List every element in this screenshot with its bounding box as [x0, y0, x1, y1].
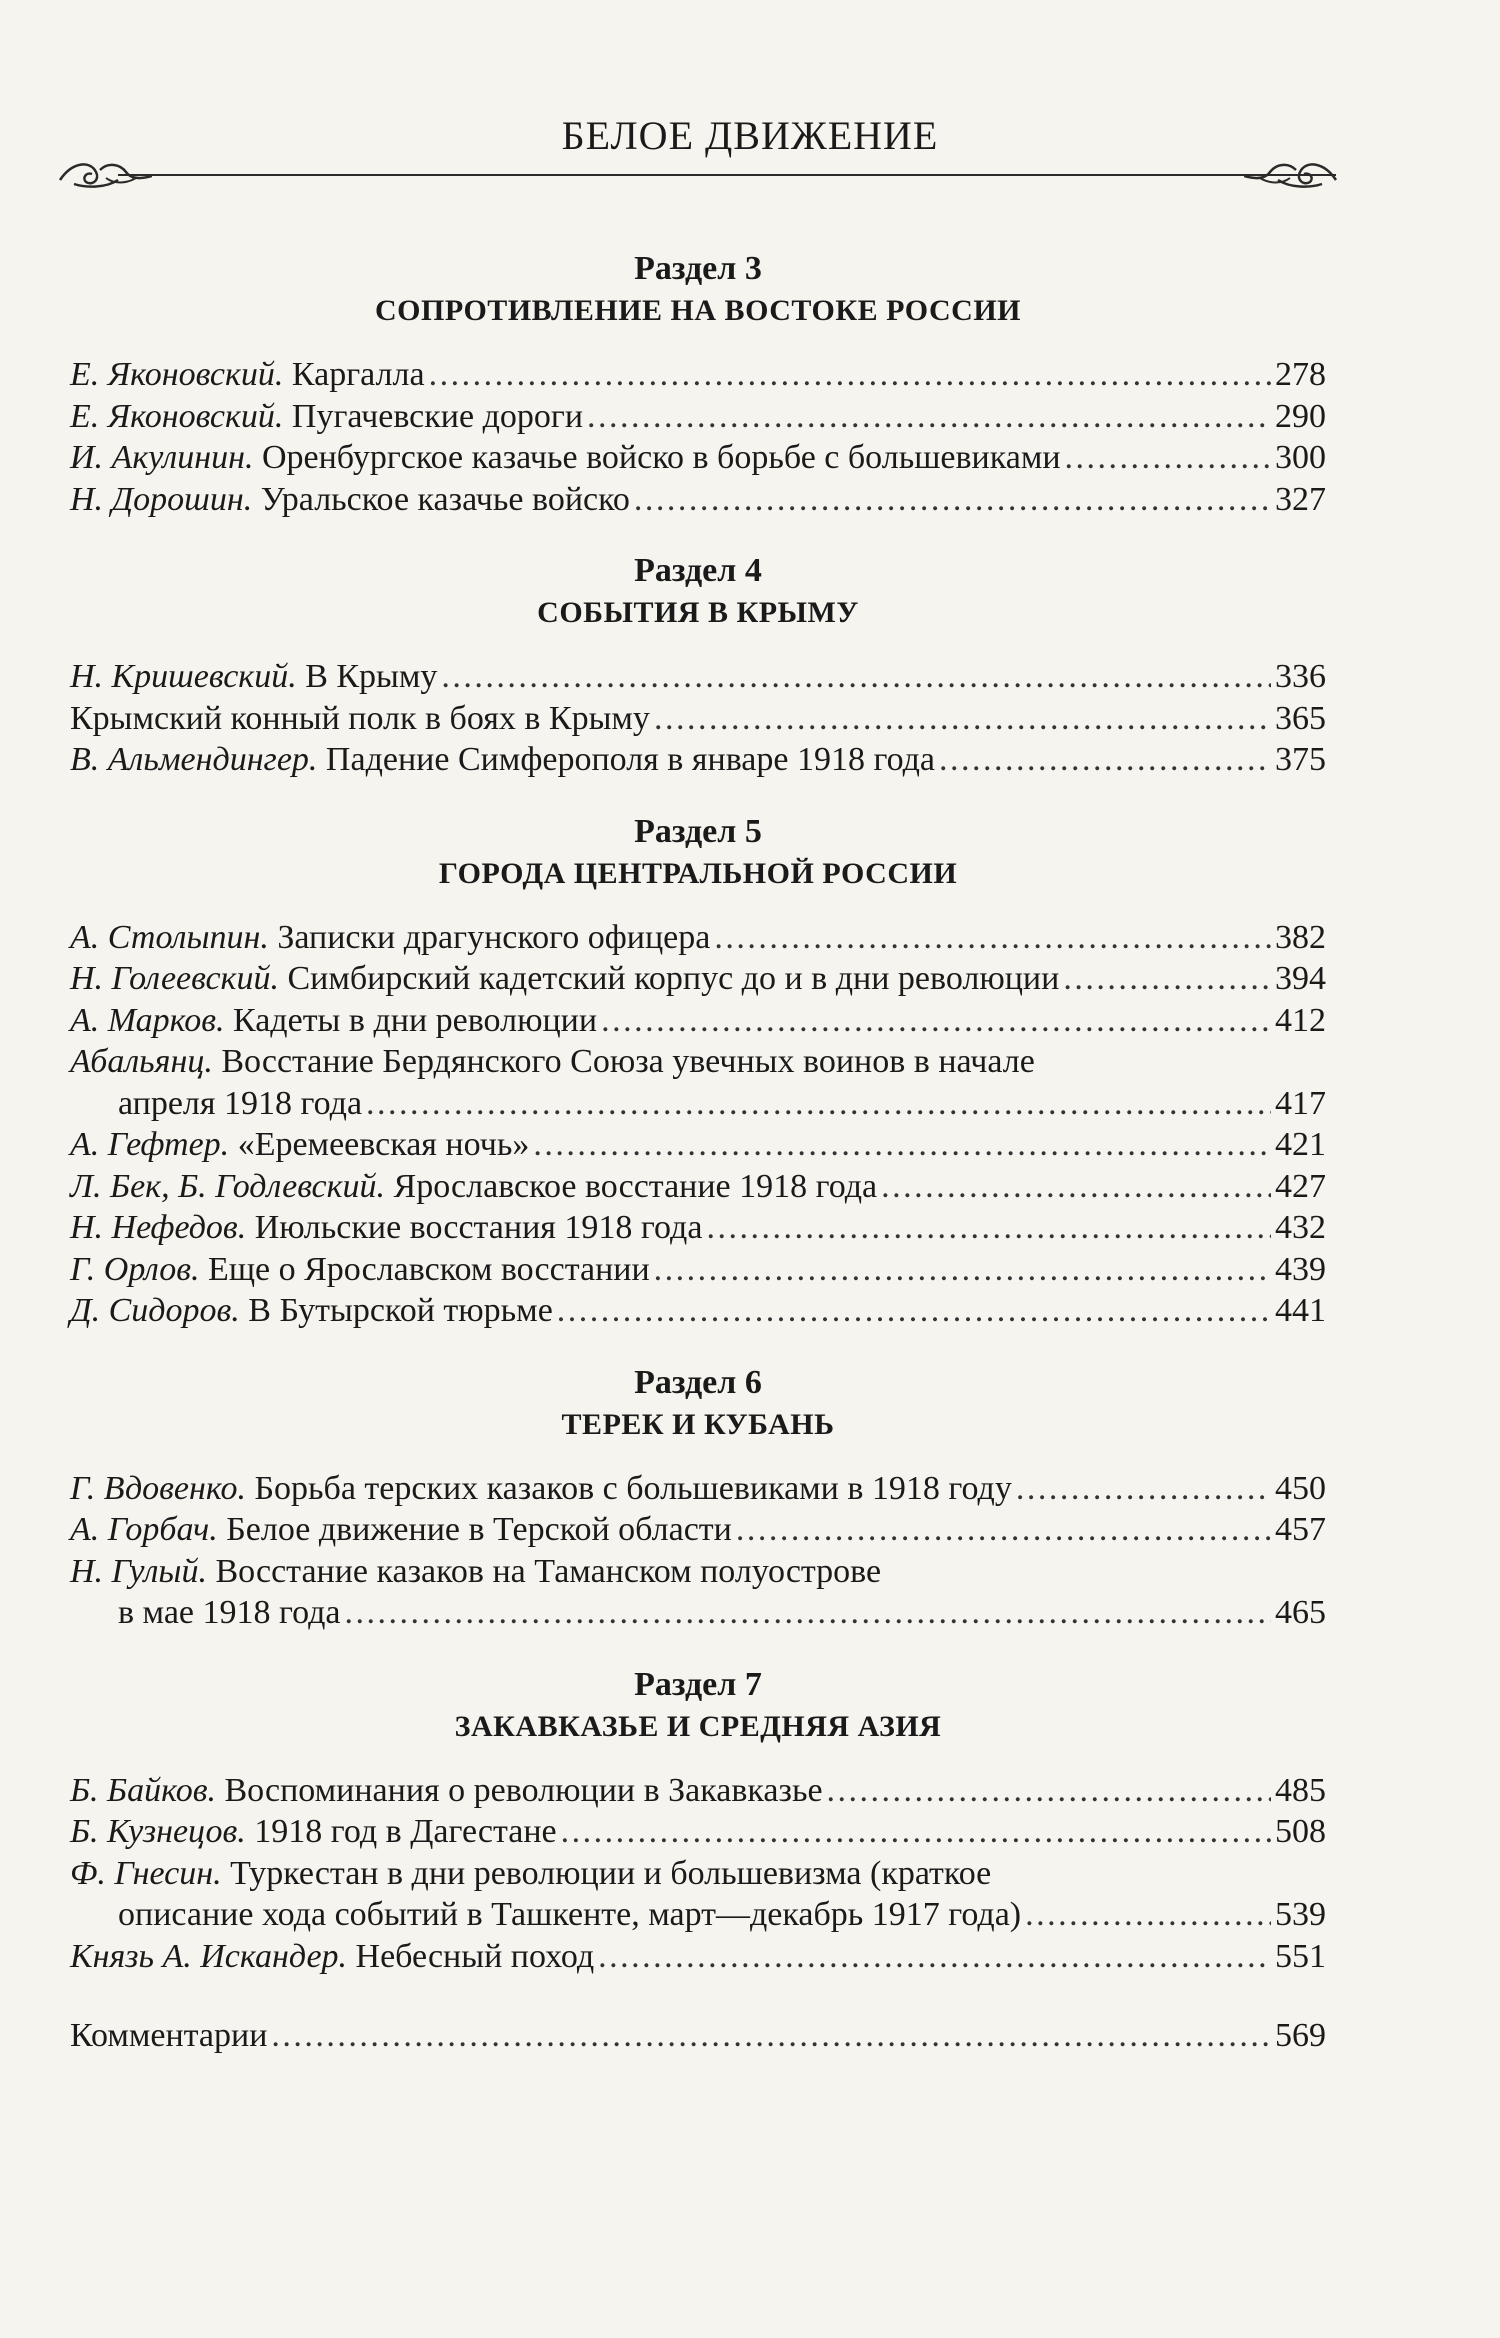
entry-title: Пугачевские дороги	[291, 397, 584, 435]
entry-author: Г. Вдовенко.	[70, 1469, 246, 1507]
entry-author: Г. Орлов.	[70, 1250, 200, 1288]
entry-author: Ф. Гнесин.	[70, 1854, 222, 1892]
entry-page: 394	[1275, 960, 1326, 997]
entry-title: Борьба терских казаков с большевиками в 1918 году	[254, 1469, 1012, 1507]
entry-title: Небесный поход	[355, 1937, 595, 1975]
entry-page: 508	[1275, 1813, 1326, 1850]
entry-author: Б. Байков.	[70, 1771, 216, 1809]
dot-leader	[1063, 958, 1271, 1000]
entry-page: 450	[1275, 1469, 1326, 1507]
entry-title: Белое движение в Терской области	[226, 1511, 732, 1548]
dot-leader	[1016, 1468, 1271, 1510]
entry-author: Н. Кришевский.	[70, 658, 297, 695]
entry-page: 441	[1275, 1292, 1326, 1329]
toc-entry[interactable]	[70, 1249, 1326, 1291]
section-number: Раздел 6	[634, 1363, 762, 1401]
toc-entry[interactable]	[70, 1770, 1326, 1812]
toc-entry-first-line[interactable]	[70, 1041, 1326, 1083]
entry-page: 327	[1275, 480, 1326, 518]
dot-leader	[634, 479, 1271, 521]
toc-entry[interactable]	[70, 1468, 1326, 1510]
toc-entry-continuation[interactable]	[70, 1592, 1326, 1634]
section-number: Раздел 4	[634, 552, 762, 589]
section-number: Раздел 3	[634, 250, 762, 287]
entry-author: Д. Сидоров.	[70, 1292, 240, 1329]
toc-entry[interactable]	[70, 739, 1326, 781]
entry-page: 457	[1275, 1511, 1326, 1548]
entry-page: 439	[1275, 1250, 1326, 1288]
toc-entry[interactable]	[70, 1936, 1326, 1978]
toc-entry-continuation[interactable]	[70, 1894, 1326, 1936]
toc-entry[interactable]	[70, 1207, 1326, 1249]
toc-entry[interactable]	[70, 1166, 1326, 1208]
entry-page: 465	[1275, 1594, 1326, 1631]
entry-title: Крымский конный полк в боях в Крыму	[70, 699, 650, 737]
entry-author: В. Альмендингер.	[70, 741, 318, 778]
entry-author: А. Марков.	[70, 1001, 225, 1039]
entry-page: 365	[1275, 699, 1326, 737]
section-4	[70, 550, 1326, 781]
entry-title: Уральское казачье войско	[260, 480, 630, 518]
entry-page: 421	[1275, 1126, 1326, 1163]
entry-title: Туркестан в дни революции и большевизма (краткое	[230, 1854, 992, 1892]
dot-leader	[598, 1936, 1271, 1978]
section-title: ГОРОДА ЦЕНТРАЛЬНОЙ РОССИИ	[438, 856, 958, 890]
entry-page: 427	[1275, 1167, 1326, 1205]
section-7	[70, 1664, 1326, 1978]
entry-author: И. Акулинин.	[70, 439, 254, 476]
section-title: СОБЫТИЯ В КРЫМУ	[537, 596, 859, 629]
dot-leader	[345, 1592, 1271, 1634]
entry-title: Оренбургское казачье войско в борьбе с большевиками	[261, 439, 1061, 476]
entry-title: Восстание казаков на Таманском полуострове	[215, 1552, 882, 1590]
entry-author: А. Гефтер.	[70, 1126, 230, 1163]
dot-leader	[939, 739, 1271, 781]
entry-author: Б. Кузнецов.	[70, 1813, 246, 1850]
entry-title: Записки драгунского офицера	[277, 918, 711, 956]
dot-leader	[587, 396, 1271, 438]
entry-page: 300	[1275, 439, 1326, 476]
entry-title: Еще о Ярославском восстании	[208, 1250, 650, 1288]
entry-author: Князь А. Искандер.	[70, 1937, 348, 1975]
dot-leader	[881, 1166, 1271, 1208]
toc-entry[interactable]	[70, 698, 1326, 740]
entry-page: 569	[1275, 2017, 1326, 2054]
entry-author: Е. Яконовский.	[70, 356, 284, 393]
toc-entry-first-line[interactable]	[70, 1853, 1326, 1895]
toc-entry[interactable]	[70, 917, 1326, 959]
entry-author: А. Столыпин.	[70, 918, 269, 956]
entry-title: Воспоминания о революции в Закавказье	[224, 1771, 823, 1809]
entry-author: Л. Бек, Б. Годлевский.	[70, 1167, 386, 1205]
entry-title: Симбирский кадетский корпус до и в дни революции	[287, 960, 1060, 997]
toc-entry[interactable]	[70, 437, 1326, 479]
entry-page: 290	[1275, 397, 1326, 435]
entry-page: 432	[1275, 1209, 1326, 1246]
entry-title: «Еремеевская ночь»	[237, 1126, 530, 1163]
entry-title: Падение Симферополя в январе 1918 года	[325, 741, 935, 778]
entry-page: 375	[1275, 741, 1326, 778]
toc-entry[interactable]	[70, 354, 1326, 396]
entry-title: В Бутырской тюрьме	[248, 1292, 553, 1329]
entry-page: 336	[1275, 658, 1326, 695]
entry-author: Н. Гулый.	[70, 1552, 207, 1590]
entry-title: Комментарии	[70, 2017, 268, 2054]
toc-entry-continuation[interactable]	[70, 1083, 1326, 1125]
entry-title: 1918 год в Дагестане	[254, 1813, 557, 1850]
entry-title: Ярославское восстание 1918 года	[393, 1167, 878, 1205]
toc-entry[interactable]	[70, 656, 1326, 698]
entry-title: Восстание Бердянского Союза увечных воинов в начале	[221, 1043, 1035, 1080]
section-3	[70, 248, 1326, 520]
entry-page: 382	[1275, 918, 1326, 956]
section-number: Раздел 5	[634, 812, 762, 850]
dot-leader	[601, 1000, 1271, 1042]
entry-title: В Крыму	[305, 658, 438, 695]
dot-leader	[654, 1249, 1271, 1291]
dot-leader	[271, 2015, 1271, 2057]
dot-leader	[827, 1770, 1271, 1812]
section-title: СОПРОТИВЛЕНИЕ НА ВОСТОКЕ РОССИИ	[374, 294, 1021, 327]
toc-entry[interactable]	[70, 396, 1326, 438]
dot-leader	[736, 1509, 1271, 1551]
entry-title-continuation: описание хода событий в Ташкенте, март—декабрь 1917 года)	[118, 1896, 1022, 1933]
toc-entry[interactable]	[70, 479, 1326, 521]
entry-author: Н. Дорошин.	[70, 480, 253, 518]
dot-leader	[429, 354, 1271, 396]
toc-entry[interactable]	[70, 1509, 1326, 1551]
entry-page: 278	[1275, 356, 1326, 393]
section-6	[70, 1362, 1326, 1634]
dot-leader	[557, 1290, 1271, 1332]
toc-entry-first-line[interactable]	[70, 1551, 1326, 1593]
entry-author: Е. Яконовский.	[70, 397, 284, 435]
running-head: БЕЛОЕ ДВИЖЕНИЕ	[561, 113, 939, 158]
section-number: Раздел 7	[634, 1665, 762, 1703]
toc-entry[interactable]	[70, 1290, 1326, 1332]
section-5	[70, 811, 1326, 1332]
toc-entry[interactable]	[70, 958, 1326, 1000]
header-rule	[118, 174, 1336, 176]
dot-leader	[1065, 437, 1271, 479]
entry-page: 551	[1275, 1937, 1326, 1975]
entry-page: 412	[1275, 1001, 1326, 1039]
entry-title: Кадеты в дни революции	[232, 1001, 598, 1039]
toc-entry[interactable]	[70, 1811, 1326, 1853]
toc-entry[interactable]	[70, 1000, 1326, 1042]
dot-leader	[706, 1207, 1271, 1249]
dot-leader	[366, 1083, 1271, 1125]
entry-title: Июльские восстания 1918 года	[254, 1209, 703, 1246]
dot-leader	[1025, 1894, 1271, 1936]
dot-leader	[561, 1811, 1271, 1853]
dot-leader	[714, 917, 1271, 959]
entry-page: 539	[1275, 1896, 1326, 1933]
entry-title-continuation: в мае 1918 года	[118, 1594, 341, 1631]
entry-author: А. Горбач.	[70, 1511, 218, 1548]
entry-title: Каргалла	[291, 356, 425, 393]
entry-author: Н. Нефедов.	[70, 1209, 247, 1246]
dot-leader	[654, 698, 1271, 740]
dot-leader	[533, 1124, 1271, 1166]
toc-entry[interactable]	[70, 1124, 1326, 1166]
entry-page: 417	[1275, 1084, 1326, 1122]
entry-author: Н. Голеевский.	[70, 960, 279, 997]
section-title: ТЕРЕК И КУБАНЬ	[561, 1407, 835, 1441]
entry-page: 485	[1275, 1771, 1326, 1809]
table-of-contents	[70, 248, 1326, 2057]
toc-entry-comments[interactable]	[70, 2015, 1326, 2057]
entry-title-continuation: апреля 1918 года	[118, 1084, 363, 1122]
section-title: ЗАКАВКАЗЬЕ И СРЕДНЯЯ АЗИЯ	[454, 1709, 942, 1743]
entry-author: Абальянц.	[70, 1043, 213, 1080]
dot-leader	[441, 656, 1271, 698]
